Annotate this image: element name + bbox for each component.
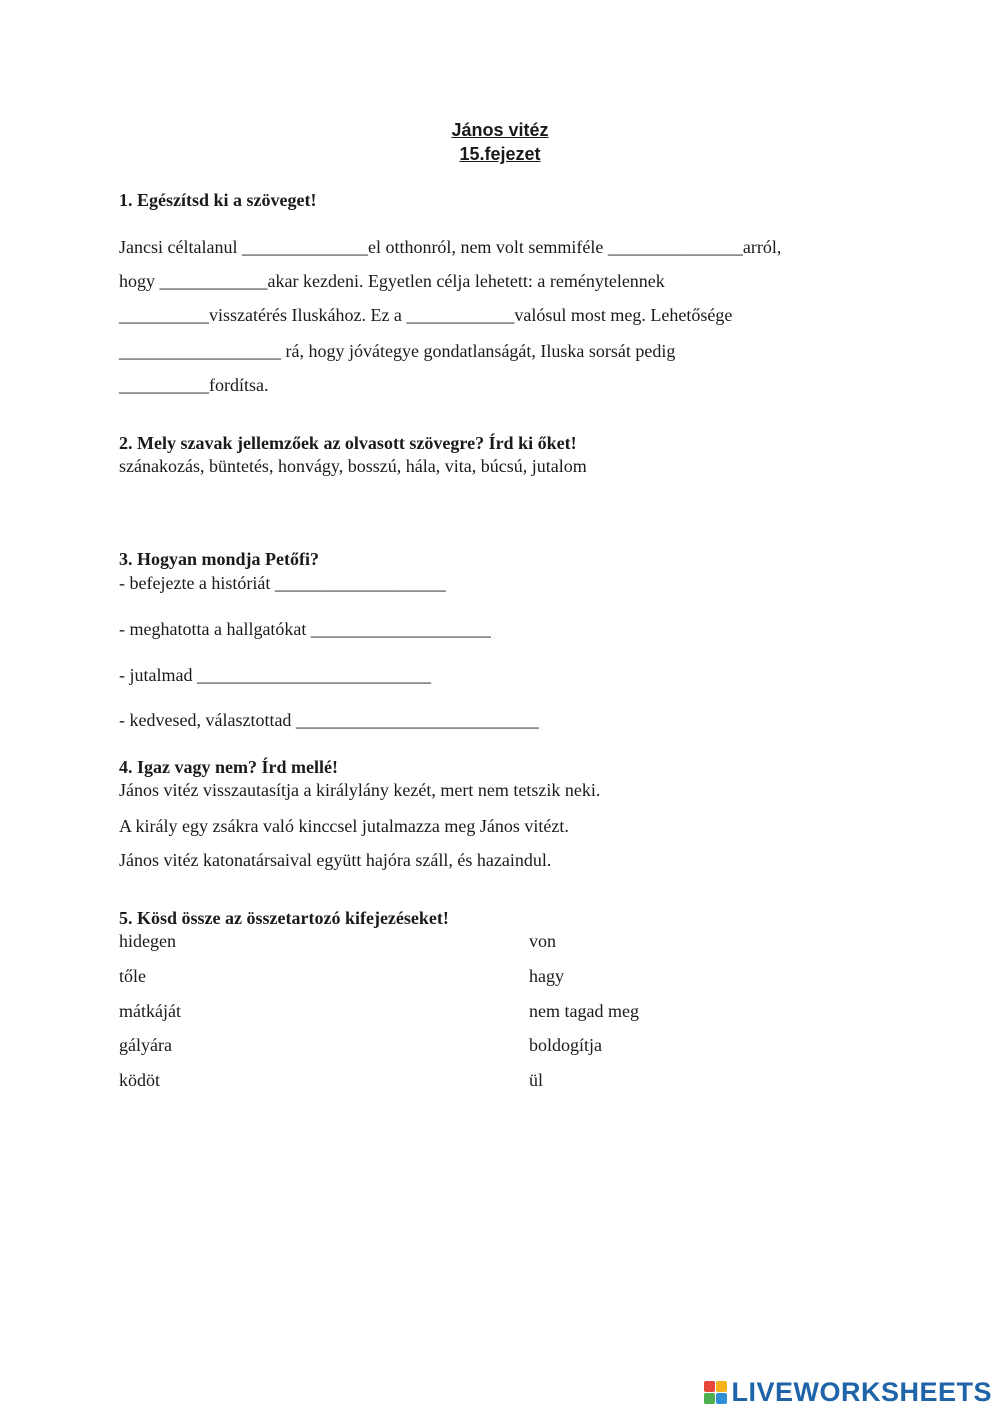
task5-right-item: hagy <box>529 966 564 986</box>
task3-heading: 3. Hogyan mondja Petőfi? <box>119 549 319 569</box>
task2-word-list: szánakozás, büntetés, honvágy, bosszú, hála, vita, búcsú, jutalom <box>119 456 587 476</box>
task5-left-item: gályára <box>119 1035 172 1055</box>
task4-heading: 4. Igaz vagy nem? Írd mellé! <box>119 757 338 777</box>
task5-left-item: mátkáját <box>119 1001 181 1021</box>
task1-line: hogy ____________akar kezdeni. Egyetlen célja lehetett: a reménytelennek <box>119 271 665 291</box>
logo-tile <box>704 1393 715 1404</box>
task5-right-item: ül <box>529 1070 544 1090</box>
logo-tile <box>704 1381 715 1392</box>
task4-statement: János vitéz katonatársaival együtt hajóra száll, és hazaindul. <box>119 850 552 870</box>
task3-item: - kedvesed, választottad ___________________________ <box>119 710 539 730</box>
chapter-title: 15.fejezet <box>459 144 541 164</box>
task5-right-item: nem tagad meg <box>529 1001 639 1021</box>
liveworksheets-logo <box>704 1377 992 1408</box>
task4-statement: János vitéz visszautasítja a királylány kezét, mert nem tetszik neki. <box>119 780 601 800</box>
task3-item: - befejezte a históriát ___________________ <box>119 573 446 593</box>
logo-tiles-icon <box>704 1381 727 1404</box>
task3-item: - jutalmad __________________________ <box>119 665 431 685</box>
task1-line: Jancsi céltalanul ______________el otthonról, nem volt semmiféle _______________arról, <box>119 237 782 257</box>
task1-line: __________fordítsa. <box>119 375 269 395</box>
task3-item: - meghatotta a hallgatókat ____________________ <box>119 619 491 639</box>
task1-heading: 1. Egészítsd ki a szöveget! <box>119 190 317 210</box>
task1-line: __________________ rá, hogy jóvátegye gondatlanságát, Iluska sorsát pedig <box>119 341 676 361</box>
task5-left-item: tőle <box>119 966 146 986</box>
worksheet-title: János vitéz <box>451 120 549 140</box>
task1-line: __________visszatérés Iluskához. Ez a ____________valósul most meg. Lehetősége <box>119 305 733 325</box>
task4-statement: A király egy zsákra való kinccsel jutalmazza meg János vitézt. <box>119 816 569 836</box>
task2-heading: 2. Mely szavak jellemzőek az olvasott szövegre? Írd ki őket! <box>119 433 577 453</box>
task5-right-item: boldogítja <box>529 1035 602 1055</box>
task5-right-item: von <box>529 931 556 951</box>
task5-left-item: hidegen <box>119 931 176 951</box>
logo-tile <box>716 1393 727 1404</box>
logo-text: LIVEWORKSHEETS <box>731 1377 992 1407</box>
task5-heading: 5. Kösd össze az összetartozó kifejezéseket! <box>119 908 449 928</box>
task5-left-item: ködöt <box>119 1070 161 1090</box>
logo-tile <box>716 1381 727 1392</box>
